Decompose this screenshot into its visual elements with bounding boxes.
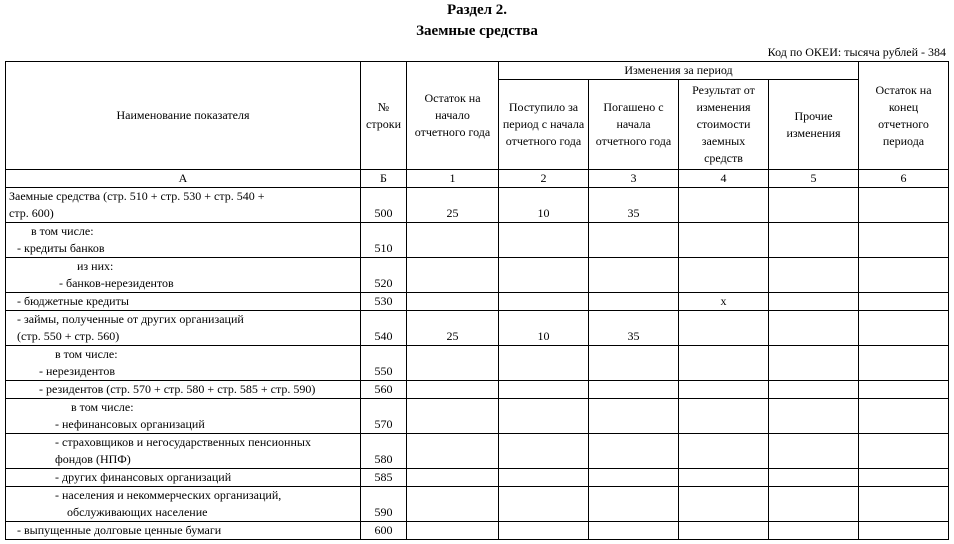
header-repaid: Погашено с начала отчетного года [589, 80, 679, 170]
indicator-name [6, 469, 361, 487]
value-cell [679, 258, 769, 293]
value-cell [407, 469, 499, 487]
value-cell [499, 258, 589, 293]
indicator-line: в том числе: [71, 400, 134, 414]
value-cell [679, 311, 769, 346]
table-row [6, 188, 949, 223]
value-cell [769, 487, 859, 522]
table-row [6, 434, 949, 469]
value-cell [407, 381, 499, 399]
value-cell [859, 522, 949, 540]
value-cell [769, 381, 859, 399]
table-row [6, 381, 949, 399]
value-cell [499, 293, 589, 311]
value-cell [859, 258, 949, 293]
header-line-no: № строки [361, 62, 407, 170]
header-received: Поступило за период с начала отчетного года [499, 80, 589, 170]
codes-row [6, 170, 949, 188]
indicator-line: стр. 600) [9, 206, 54, 220]
code-cell: 4 [679, 170, 769, 188]
table-row [6, 522, 949, 540]
indicator-line: - займы, полученные от других организаций [17, 312, 244, 326]
table-row [6, 346, 949, 381]
indicator-name [6, 381, 361, 399]
indicator-name [6, 293, 361, 311]
value-cell [589, 469, 679, 487]
value-cell [859, 487, 949, 522]
line-code: 520 [361, 258, 407, 293]
value-cell [499, 399, 589, 434]
indicator-name [6, 522, 361, 540]
value-cell [859, 346, 949, 381]
line-code: 590 [361, 487, 407, 522]
value-cell [589, 223, 679, 258]
line-code: 560 [361, 381, 407, 399]
table-row [6, 223, 949, 258]
value-cell [679, 223, 769, 258]
okei-code: Код по ОКЕИ: тысяча рублей - 384 [767, 45, 946, 59]
indicator-line: - банков-нерезидентов [59, 276, 174, 290]
indicator-line: - других финансовых организаций [55, 470, 232, 484]
line-code: 540 [361, 311, 407, 346]
indicator-line: - страховщиков и негосударственных пенсионных [55, 435, 311, 449]
value-cell [407, 434, 499, 469]
value-cell [499, 469, 589, 487]
value-cell [499, 223, 589, 258]
value-cell [589, 381, 679, 399]
value-cell [769, 469, 859, 487]
value-cell: 35 [589, 311, 679, 346]
table-row [6, 469, 949, 487]
indicator-name [6, 258, 361, 293]
value-cell [679, 399, 769, 434]
value-cell [407, 346, 499, 381]
code-cell: А [6, 170, 361, 188]
header-changes: Изменения за период [499, 62, 859, 80]
indicator-name [6, 223, 361, 258]
value-cell [499, 522, 589, 540]
value-cell: 25 [407, 311, 499, 346]
value-cell [679, 487, 769, 522]
value-cell [589, 434, 679, 469]
value-cell [407, 399, 499, 434]
value-cell: 25 [407, 188, 499, 223]
value-cell [407, 522, 499, 540]
code-cell: 3 [589, 170, 679, 188]
code-cell: 1 [407, 170, 499, 188]
indicator-line: - бюджетные кредиты [17, 294, 129, 308]
value-cell [589, 399, 679, 434]
borrowed-funds-table [5, 61, 949, 540]
line-code: 600 [361, 522, 407, 540]
code-cell: 6 [859, 170, 949, 188]
value-cell [407, 487, 499, 522]
indicator-line: фондов (НПФ) [55, 452, 131, 466]
code-cell: 2 [499, 170, 589, 188]
section-title: Раздел 2. [446, 2, 508, 18]
header-name: Наименование показателя [6, 62, 361, 170]
indicator-line: Заемные средства (стр. 510 + стр. 530 + стр. 540 + [9, 189, 265, 203]
code-cell: 5 [769, 170, 859, 188]
header-closing: Остаток на конец отчетного периода [859, 62, 949, 170]
value-cell [589, 293, 679, 311]
value-cell [769, 434, 859, 469]
header-opening: Остаток на начало отчетного года [407, 62, 499, 170]
indicator-name [6, 434, 361, 469]
value-cell [589, 346, 679, 381]
line-code: 580 [361, 434, 407, 469]
value-cell [499, 381, 589, 399]
value-cell: 10 [499, 188, 589, 223]
indicator-line: обслуживающих население [67, 505, 208, 519]
value-cell [679, 469, 769, 487]
table-row [6, 487, 949, 522]
value-cell [589, 258, 679, 293]
table-row [6, 399, 949, 434]
value-cell [769, 399, 859, 434]
value-cell [769, 223, 859, 258]
code-cell: Б [361, 170, 407, 188]
value-cell [769, 311, 859, 346]
table-row [6, 311, 949, 346]
value-cell [679, 346, 769, 381]
value-cell [859, 434, 949, 469]
value-cell [679, 434, 769, 469]
section-subtitle: Заемные средства [416, 23, 538, 39]
indicator-line: - нерезидентов [39, 364, 115, 378]
indicator-name [6, 399, 361, 434]
indicator-line: - населения и некоммерческих организаций, [55, 488, 282, 502]
indicator-name [6, 188, 361, 223]
value-cell [679, 522, 769, 540]
line-code: 570 [361, 399, 407, 434]
indicator-line: - выпущенные долговые ценные бумаги [17, 523, 222, 537]
table-row [6, 258, 949, 293]
indicator-line: - кредиты банков [17, 241, 105, 255]
header-revaluation: Результат от изменения стоимости заемных средств [679, 80, 769, 170]
indicator-line: из них: [77, 259, 114, 273]
value-cell [499, 434, 589, 469]
table-row [6, 293, 949, 311]
value-cell: 35 [589, 188, 679, 223]
value-cell [769, 293, 859, 311]
value-cell [499, 487, 589, 522]
value-cell [859, 381, 949, 399]
value-cell [769, 258, 859, 293]
indicator-line: (стр. 550 + стр. 560) [17, 329, 120, 343]
value-cell: 10 [499, 311, 589, 346]
header-other: Прочие изменения [769, 80, 859, 170]
value-cell [407, 223, 499, 258]
value-cell [407, 258, 499, 293]
value-cell [859, 311, 949, 346]
line-code: 550 [361, 346, 407, 381]
value-cell [859, 399, 949, 434]
value-cell: x [679, 293, 769, 311]
value-cell [589, 522, 679, 540]
value-cell [407, 293, 499, 311]
value-cell [859, 293, 949, 311]
value-cell [769, 188, 859, 223]
value-cell [679, 188, 769, 223]
value-cell [499, 346, 589, 381]
value-cell [859, 223, 949, 258]
value-cell [859, 188, 949, 223]
indicator-name [6, 487, 361, 522]
indicator-line: - резидентов (стр. 570 + стр. 580 + стр. 585 + стр. 590) [39, 382, 316, 396]
indicator-name [6, 311, 361, 346]
value-cell [679, 381, 769, 399]
value-cell [589, 487, 679, 522]
line-code: 510 [361, 223, 407, 258]
line-code: 585 [361, 469, 407, 487]
line-code: 530 [361, 293, 407, 311]
indicator-line: в том числе: [55, 347, 118, 361]
indicator-name [6, 346, 361, 381]
indicator-line: в том числе: [31, 224, 94, 238]
line-code: 500 [361, 188, 407, 223]
indicator-line: - нефинансовых организаций [55, 417, 205, 431]
value-cell [769, 522, 859, 540]
value-cell [859, 469, 949, 487]
value-cell [769, 346, 859, 381]
